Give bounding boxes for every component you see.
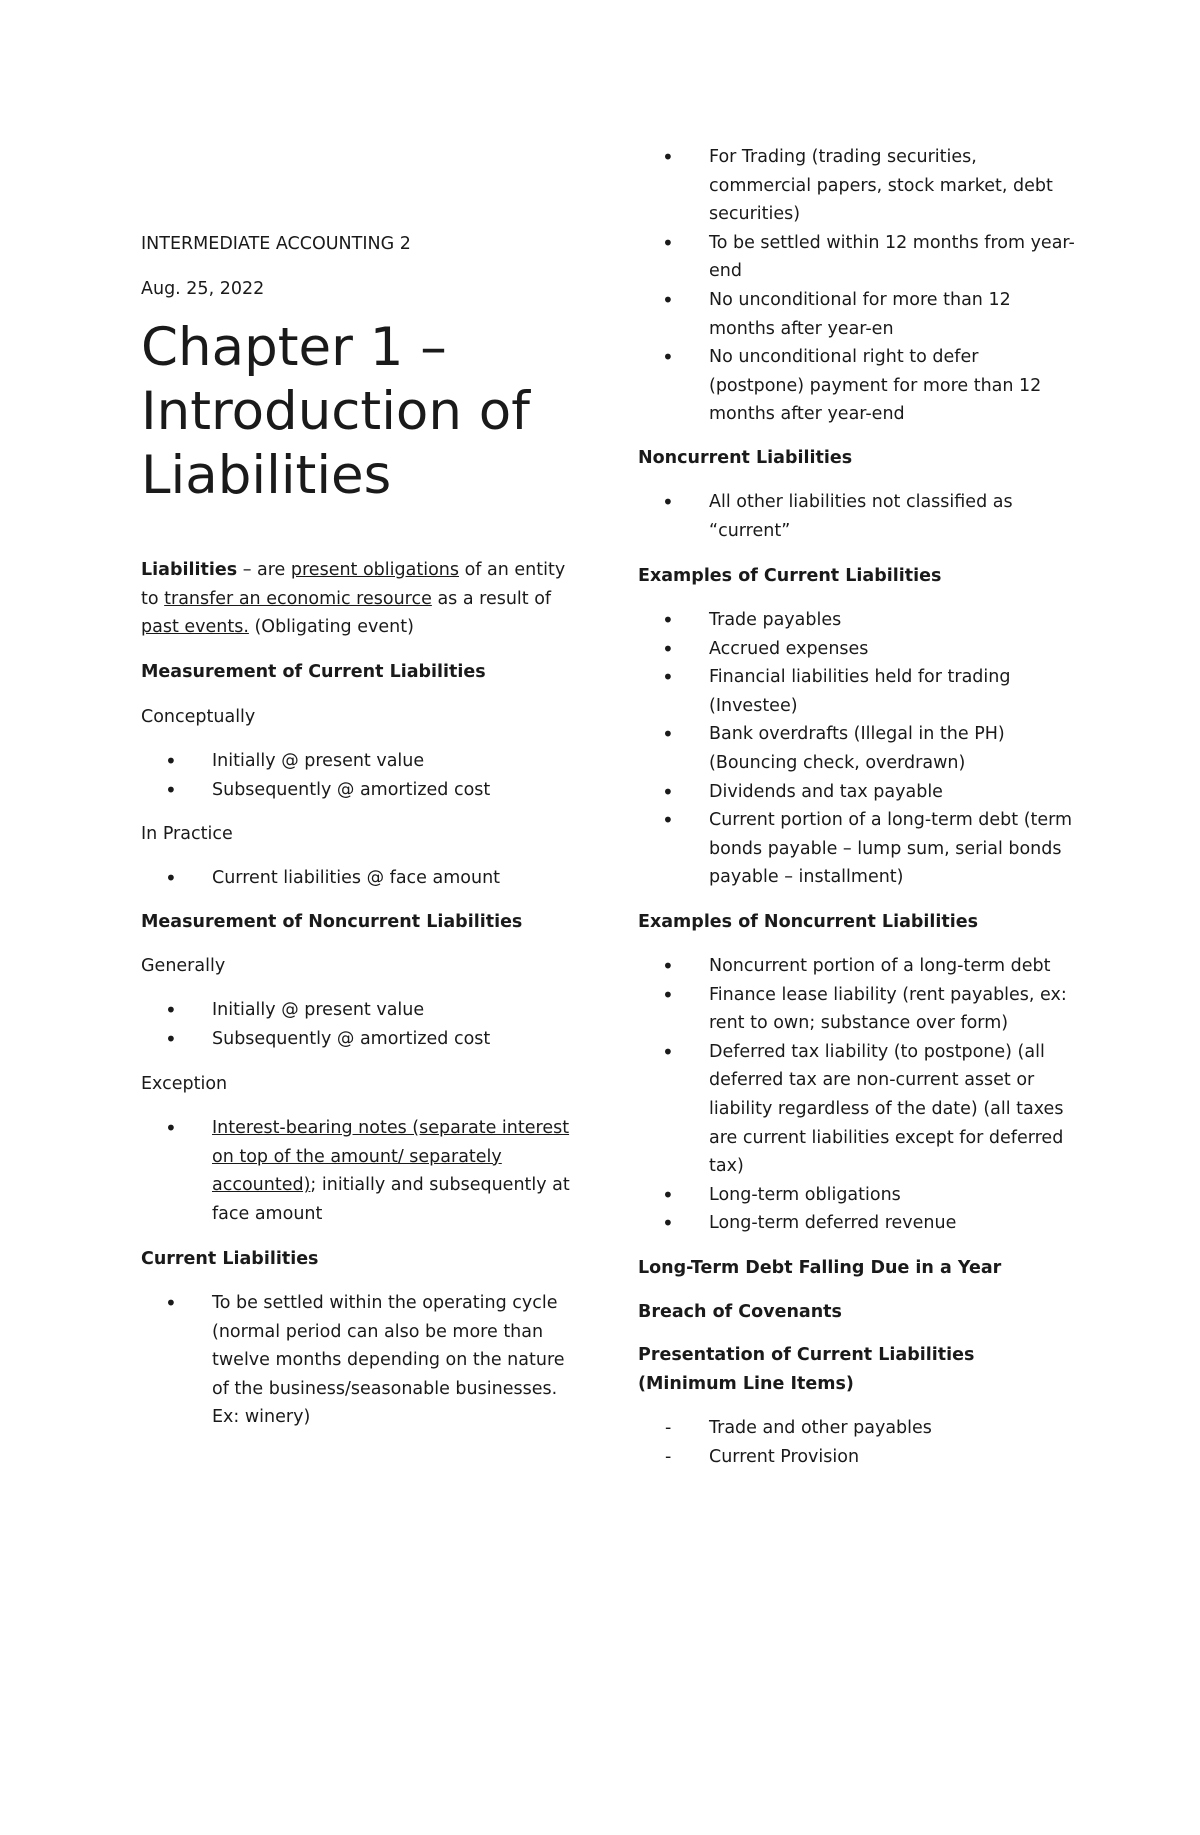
liabilities-definition <box>141 556 581 642</box>
examples-current-list <box>638 606 1078 892</box>
list-item: • To be settled within 12 months from year-end <box>638 229 1078 286</box>
list-item: • No unconditional right to defer (postpone) payment for more than 12 months after year-end <box>638 343 1078 429</box>
definition-present-obligations: present obligations <box>290 560 459 580</box>
in-practice-label: In Practice <box>141 824 233 844</box>
examples-noncurrent-list <box>638 952 1078 1238</box>
definition-term: Liabilities <box>141 560 238 580</box>
list-item <box>141 1114 581 1228</box>
list-item: • Financial liabilities held for trading (Investee) <box>638 663 1078 720</box>
practice-list <box>141 864 581 893</box>
noncurrent-liabilities-list <box>638 488 1078 545</box>
list-item: • Initially @ present value <box>141 996 581 1025</box>
current-liabilities-heading: Current Liabilities <box>141 1249 319 1269</box>
current-liabilities-list-1 <box>141 1289 581 1432</box>
presentation-list <box>638 1414 1078 1471</box>
exception-label: Exception <box>141 1074 228 1094</box>
list-item: • Noncurrent portion of a long-term debt <box>638 952 1078 981</box>
list-item: • Initially @ present value <box>141 747 581 776</box>
list-item: • Dividends and tax payable <box>638 778 1078 807</box>
generally-list <box>141 996 581 1053</box>
definition-text-2: as a result of <box>431 588 552 609</box>
lecture-date: Aug. 25, 2022 <box>141 279 265 299</box>
list-item: • To be settled within the operating cycle (normal period can also be more than twelve months depending on the nature of the business/seasonable businesses. Ex: winery) <box>141 1289 581 1432</box>
list-item: • No unconditional for more than 12 months after year-en <box>638 286 1078 343</box>
list-item: • Accrued expenses <box>638 635 1078 664</box>
list-item: • Subsequently @ amortized cost <box>141 1025 581 1054</box>
course-name: INTERMEDIATE ACCOUNTING 2 <box>141 234 411 254</box>
breach-heading: Breach of Covenants <box>638 1302 842 1322</box>
definition-text-1: of an entity to <box>141 560 566 609</box>
definition-sep: – are <box>237 560 291 580</box>
list-item: - Trade and other payables <box>638 1414 1078 1443</box>
definition-transfer-resource: transfer an economic resource <box>164 588 432 609</box>
page-title: Chapter 1 – Introduction of Liabilities <box>141 317 530 506</box>
examples-noncurrent-heading: Examples of Noncurrent Liabilities <box>638 912 979 932</box>
examples-current-heading: Examples of Current Liabilities <box>638 566 942 586</box>
list-item: • Current liabilities @ face amount <box>141 864 581 893</box>
conceptually-list <box>141 747 581 804</box>
list-item: • Deferred tax liability (to postpone) (all deferred tax are non-current asset or liability regardless of the date) (all taxes are current liabilities except for deferred tax) <box>638 1038 1078 1181</box>
long-term-due-heading: Long-Term Debt Falling Due in a Year <box>638 1258 1002 1278</box>
presentation-heading: Presentation of Current Liabilities (Minimum Line Items) <box>638 1345 975 1394</box>
measurement-noncurrent-heading: Measurement of Noncurrent Liabilities <box>141 912 523 932</box>
list-item: • Subsequently @ amortized cost <box>141 776 581 805</box>
list-item: • Long-term obligations <box>638 1181 1078 1210</box>
definition-past-events: past events. <box>141 617 249 638</box>
conceptually-label: Conceptually <box>141 707 256 727</box>
generally-label: Generally <box>141 956 226 976</box>
list-item: • Bank overdrafts (Illegal in the PH) (Bouncing check, overdrawn) <box>638 720 1078 777</box>
list-item: • Finance lease liability (rent payables, ex: rent to own; substance over form) <box>638 981 1078 1038</box>
exception-underlined: Interest-bearing notes (separate interest on top of the amount/ separately accounted) <box>212 1118 570 1196</box>
list-item: - Current Provision <box>638 1443 1078 1472</box>
list-item: • For Trading (trading securities, commercial papers, stock market, debt securities) <box>638 143 1078 229</box>
measurement-current-heading: Measurement of Current Liabilities <box>141 662 486 682</box>
list-item: • All other liabilities not classified as “current” <box>638 488 1078 545</box>
definition-text-3: (Obligating event) <box>248 617 414 638</box>
current-liabilities-list-2 <box>638 143 1078 429</box>
list-item: • Long-term deferred revenue <box>638 1209 1078 1238</box>
noncurrent-liabilities-heading: Noncurrent Liabilities <box>638 448 853 468</box>
exception-rest: ; initially and subsequently at face amount <box>212 1175 570 1224</box>
list-item: • Trade payables <box>638 606 1078 635</box>
list-item: • Current portion of a long-term debt (term bonds payable – lump sum, serial bonds payable – installment) <box>638 806 1078 892</box>
exception-list <box>141 1114 581 1228</box>
